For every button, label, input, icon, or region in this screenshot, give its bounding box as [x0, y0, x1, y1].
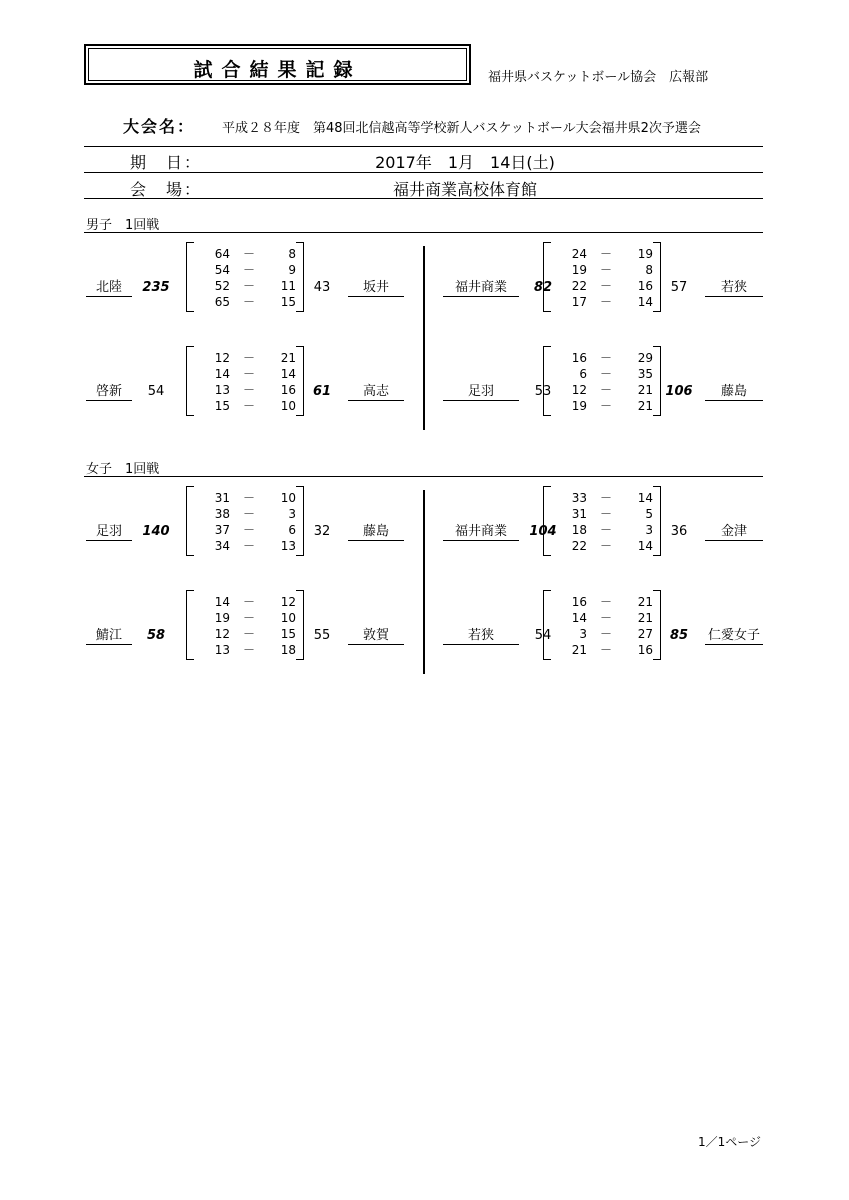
quarter-away: 27	[637, 627, 653, 641]
quarter-row	[547, 626, 653, 642]
quarter-home: 14	[571, 611, 587, 625]
home-score: 54	[534, 628, 552, 643]
section-rule	[84, 232, 763, 233]
quarter-dash: －	[599, 627, 612, 641]
quarter-away: 21	[637, 595, 653, 609]
quarter-dash: －	[242, 351, 255, 365]
organization-name: 福井県バスケットボール協会 広報部	[488, 70, 709, 85]
quarter-row	[190, 642, 296, 658]
quarter-dash: －	[242, 507, 255, 521]
quarter-scores	[190, 594, 296, 658]
home-score: 82	[533, 280, 553, 295]
quarter-scores	[547, 594, 653, 658]
quarter-dash: －	[599, 295, 612, 309]
quarter-dash: －	[242, 595, 255, 609]
bracket-right	[653, 486, 661, 556]
quarter-away: 15	[280, 295, 296, 309]
quarter-home: 12	[571, 383, 587, 397]
home-team: 足羽	[443, 383, 519, 401]
quarter-row	[547, 366, 653, 382]
quarter-dash: －	[242, 523, 255, 537]
bracket-right	[653, 242, 661, 312]
quarter-away: 16	[637, 643, 653, 657]
quarter-away: 3	[288, 507, 296, 521]
quarter-dash: －	[599, 643, 612, 657]
quarter-row	[547, 294, 653, 310]
quarter-row	[190, 350, 296, 366]
quarter-row	[547, 594, 653, 610]
quarter-home: 19	[214, 611, 230, 625]
quarter-home: 38	[214, 507, 230, 521]
quarter-row	[190, 398, 296, 414]
quarter-home: 33	[571, 491, 587, 505]
quarter-home: 21	[571, 643, 587, 657]
away-team: 藤島	[705, 383, 763, 401]
home-score: 53	[534, 384, 552, 399]
quarter-home: 52	[214, 279, 230, 293]
away-team: 若狭	[705, 279, 763, 297]
bracket-right	[296, 590, 304, 660]
quarter-row	[547, 610, 653, 626]
quarter-away: 9	[288, 263, 296, 277]
column-divider	[423, 490, 425, 674]
quarter-away: 3	[645, 523, 653, 537]
quarter-row	[190, 294, 296, 310]
quarter-dash: －	[599, 247, 612, 261]
quarter-away: 18	[280, 643, 296, 657]
rule-top	[84, 146, 763, 147]
quarter-home: 13	[214, 383, 230, 397]
quarter-away: 5	[645, 507, 653, 521]
quarter-away: 12	[280, 595, 296, 609]
meet-label: 大会名：	[123, 117, 196, 136]
home-team: 福井商業	[443, 523, 519, 541]
quarter-away: 14	[280, 367, 296, 381]
quarter-scores	[547, 246, 653, 310]
quarter-home: 54	[214, 263, 230, 277]
quarter-away: 14	[637, 295, 653, 309]
quarter-dash: －	[242, 295, 255, 309]
quarter-away: 10	[280, 611, 296, 625]
quarter-away: 16	[637, 279, 653, 293]
quarter-home: 12	[214, 351, 230, 365]
bracket-right	[653, 590, 661, 660]
quarter-dash: －	[599, 523, 612, 537]
quarter-dash: －	[242, 247, 255, 261]
quarter-away: 15	[280, 627, 296, 641]
quarter-scores	[547, 350, 653, 414]
quarter-dash: －	[242, 279, 255, 293]
quarter-home: 19	[571, 263, 587, 277]
away-score: 106	[665, 384, 693, 399]
quarter-dash: －	[242, 643, 255, 657]
quarter-away: 13	[280, 539, 296, 553]
quarter-row	[190, 538, 296, 554]
quarter-row	[190, 594, 296, 610]
rule-bottom	[84, 198, 763, 199]
quarter-row	[190, 246, 296, 262]
home-team: 鯖江	[86, 627, 132, 645]
quarter-dash: －	[599, 507, 612, 521]
quarter-away: 35	[637, 367, 653, 381]
quarter-away: 21	[637, 399, 653, 413]
quarter-dash: －	[599, 399, 612, 413]
quarter-dash: －	[242, 367, 255, 381]
quarter-away: 10	[280, 491, 296, 505]
away-team: 仁愛女子	[705, 627, 763, 645]
quarter-row	[547, 642, 653, 658]
away-score: 36	[670, 524, 688, 539]
quarter-home: 24	[571, 247, 587, 261]
quarter-away: 21	[637, 611, 653, 625]
away-team: 敦賀	[348, 627, 404, 645]
quarter-home: 12	[214, 627, 230, 641]
quarter-home: 64	[214, 247, 230, 261]
home-score: 58	[146, 628, 166, 643]
quarter-home: 15	[214, 399, 230, 413]
quarter-dash: －	[242, 383, 255, 397]
quarter-row	[547, 262, 653, 278]
quarter-away: 19	[637, 247, 653, 261]
title-box	[84, 44, 471, 85]
quarter-row	[547, 506, 653, 522]
away-team: 金津	[705, 523, 763, 541]
quarter-home: 14	[214, 595, 230, 609]
home-score: 140	[142, 524, 170, 539]
quarter-home: 3	[579, 627, 587, 641]
quarter-row	[190, 382, 296, 398]
quarter-home: 13	[214, 643, 230, 657]
quarter-home: 65	[214, 295, 230, 309]
quarter-row	[190, 506, 296, 522]
quarter-away: 14	[637, 491, 653, 505]
quarter-home: 17	[571, 295, 587, 309]
quarter-away: 16	[280, 383, 296, 397]
quarter-away: 11	[280, 279, 296, 293]
quarter-away: 6	[288, 523, 296, 537]
quarter-row	[190, 366, 296, 382]
section-rule	[84, 476, 763, 477]
bracket-right	[296, 486, 304, 556]
quarter-away: 21	[637, 383, 653, 397]
quarter-row	[547, 246, 653, 262]
quarter-home: 37	[214, 523, 230, 537]
quarter-dash: －	[599, 279, 612, 293]
quarter-dash: －	[242, 399, 255, 413]
quarter-away: 8	[288, 247, 296, 261]
away-team: 高志	[348, 383, 404, 401]
quarter-row	[547, 522, 653, 538]
away-score: 85	[669, 628, 689, 643]
quarter-home: 31	[214, 491, 230, 505]
bracket-right	[653, 346, 661, 416]
column-divider	[423, 246, 425, 430]
quarter-home: 19	[571, 399, 587, 413]
quarter-dash: －	[242, 491, 255, 505]
quarter-dash: －	[599, 383, 612, 397]
page-number: 1／1ページ	[698, 1135, 762, 1149]
quarter-row	[547, 490, 653, 506]
home-team: 北陸	[86, 279, 132, 297]
quarter-dash: －	[242, 611, 255, 625]
quarter-away: 29	[637, 351, 653, 365]
quarter-row	[547, 350, 653, 366]
quarter-home: 6	[579, 367, 587, 381]
quarter-scores	[190, 490, 296, 554]
quarter-home: 14	[214, 367, 230, 381]
venue-label: 会 場：	[130, 180, 203, 199]
date-value: 2017年 1月 14日(土)	[375, 153, 555, 172]
quarter-home: 16	[571, 351, 587, 365]
quarter-home: 22	[571, 539, 587, 553]
quarter-dash: －	[242, 627, 255, 641]
quarter-scores	[547, 490, 653, 554]
quarter-home: 34	[214, 539, 230, 553]
quarter-away: 21	[280, 351, 296, 365]
home-score: 54	[147, 384, 165, 399]
quarter-home: 16	[571, 595, 587, 609]
quarter-row	[547, 538, 653, 554]
quarter-dash: －	[599, 351, 612, 365]
away-score: 55	[313, 628, 331, 643]
quarter-dash: －	[242, 263, 255, 277]
quarter-row	[547, 278, 653, 294]
away-team: 藤島	[348, 523, 404, 541]
home-team: 福井商業	[443, 279, 519, 297]
away-score: 61	[312, 384, 332, 399]
quarter-scores	[190, 350, 296, 414]
home-team: 足羽	[86, 523, 132, 541]
away-score: 57	[670, 280, 688, 295]
quarter-row	[547, 398, 653, 414]
meet-name: 平成２８年度 第48回北信越高等学校新人バスケットボール大会福井県2次予選会	[222, 121, 701, 136]
document-title: 試合結果記録	[193, 59, 362, 81]
away-score: 43	[313, 280, 331, 295]
away-score: 32	[313, 524, 331, 539]
venue-value: 福井商業高校体育館	[392, 180, 537, 199]
home-team: 若狭	[443, 627, 519, 645]
quarter-dash: －	[599, 539, 612, 553]
quarter-row	[190, 626, 296, 642]
quarter-row	[547, 382, 653, 398]
quarter-dash: －	[599, 263, 612, 277]
bracket-right	[296, 346, 304, 416]
quarter-scores	[190, 246, 296, 310]
quarter-dash: －	[242, 539, 255, 553]
quarter-dash: －	[599, 595, 612, 609]
home-score: 104	[529, 524, 557, 539]
quarter-home: 31	[571, 507, 587, 521]
quarter-dash: －	[599, 367, 612, 381]
date-label: 期 日：	[130, 153, 203, 172]
quarter-away: 8	[645, 263, 653, 277]
quarter-away: 10	[280, 399, 296, 413]
rule-middle	[84, 172, 763, 173]
section-title: 男子 1回戦	[86, 218, 160, 233]
quarter-row	[190, 522, 296, 538]
quarter-dash: －	[599, 611, 612, 625]
quarter-row	[190, 490, 296, 506]
home-score: 235	[142, 280, 170, 295]
quarter-row	[190, 262, 296, 278]
home-team: 啓新	[86, 383, 132, 401]
section-title: 女子 1回戦	[86, 462, 160, 477]
quarter-row	[190, 610, 296, 626]
bracket-right	[296, 242, 304, 312]
quarter-row	[190, 278, 296, 294]
quarter-away: 14	[637, 539, 653, 553]
quarter-home: 18	[571, 523, 587, 537]
quarter-dash: －	[599, 491, 612, 505]
away-team: 坂井	[348, 279, 404, 297]
quarter-home: 22	[571, 279, 587, 293]
